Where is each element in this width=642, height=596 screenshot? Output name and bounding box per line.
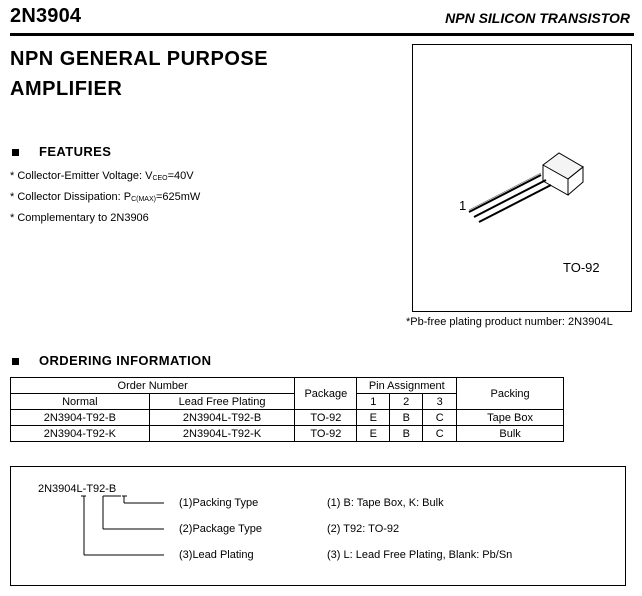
header-rule — [10, 33, 634, 36]
package-name: TO-92 — [563, 260, 600, 275]
code-desc-package: (2) T92: TO-92 — [327, 523, 400, 535]
code-desc-plating: (3) L: Lead Free Plating, Blank: Pb/Sn — [327, 549, 513, 561]
pin1-label: 1 — [459, 198, 467, 213]
cell-pin-3: C — [423, 426, 457, 442]
ordering-table — [10, 377, 564, 442]
title-line-1: NPN GENERAL PURPOSE — [10, 48, 269, 70]
part-number: 2N3904 — [10, 5, 82, 27]
cell-packing: Tape Box — [457, 410, 564, 426]
table-row — [11, 426, 564, 442]
code-string: 2N3904L-T92-B — [38, 483, 117, 495]
cell-lead-free: 2N3904L-T92-K — [149, 426, 295, 442]
feature-value: =40V — [167, 170, 194, 182]
header-pin-3: 3 — [423, 394, 457, 410]
features-heading: FEATURES — [39, 144, 112, 159]
header-package: Package — [295, 378, 357, 410]
header-order-number: Order Number — [11, 378, 295, 394]
cell-packing: Bulk — [457, 426, 564, 442]
header-pin-2: 2 — [390, 394, 423, 410]
square-bullet-icon — [12, 149, 19, 156]
cell-pin-2: B — [390, 426, 423, 442]
title-line-2: AMPLIFIER — [10, 78, 123, 100]
code-desc-packing: (1) B: Tape Box, K: Bulk — [327, 497, 444, 509]
cell-lead-free: 2N3904L-T92-B — [149, 410, 295, 426]
cell-package: TO-92 — [295, 410, 357, 426]
cell-pin-3: C — [423, 410, 457, 426]
header-pin-assignment: Pin Assignment — [357, 378, 457, 394]
square-bullet-icon — [12, 358, 19, 365]
feature-item — [10, 167, 200, 188]
header-lead-free: Lead Free Plating — [149, 394, 295, 410]
cell-normal: 2N3904-T92-B — [11, 410, 150, 426]
feature-text: * Complementary to 2N3906 — [10, 212, 149, 224]
feature-item — [10, 209, 200, 227]
pb-free-note: *Pb-free plating product number: 2N3904L — [406, 316, 613, 328]
cell-pin-1: E — [357, 410, 390, 426]
table-header-row — [11, 378, 564, 394]
ordering-heading: ORDERING INFORMATION — [39, 353, 212, 368]
feature-text: * Collector Dissipation: P — [10, 191, 132, 203]
header-pin-1: 1 — [357, 394, 390, 410]
cell-pin-1: E — [357, 426, 390, 442]
table-row — [11, 410, 564, 426]
feature-item — [10, 188, 200, 209]
code-label-plating: (3)Lead Plating — [179, 549, 254, 561]
code-label-package: (2)Package Type — [179, 523, 262, 535]
features-list — [10, 167, 200, 227]
feature-subscript: CEO — [152, 175, 168, 182]
feature-subscript: C(MAX) — [131, 196, 156, 203]
feature-value: =625mW — [155, 191, 201, 203]
page-title — [10, 44, 268, 104]
header-normal: Normal — [11, 394, 150, 410]
code-connector-lines — [60, 490, 180, 570]
code-label-packing: (1)Packing Type — [179, 497, 259, 509]
cell-package: TO-92 — [295, 426, 357, 442]
product-category: NPN SILICON TRANSISTOR — [445, 10, 630, 26]
cell-pin-2: B — [390, 410, 423, 426]
header-packing: Packing — [457, 378, 564, 410]
cell-normal: 2N3904-T92-K — [11, 426, 150, 442]
feature-text: * Collector-Emitter Voltage: V — [10, 170, 153, 182]
